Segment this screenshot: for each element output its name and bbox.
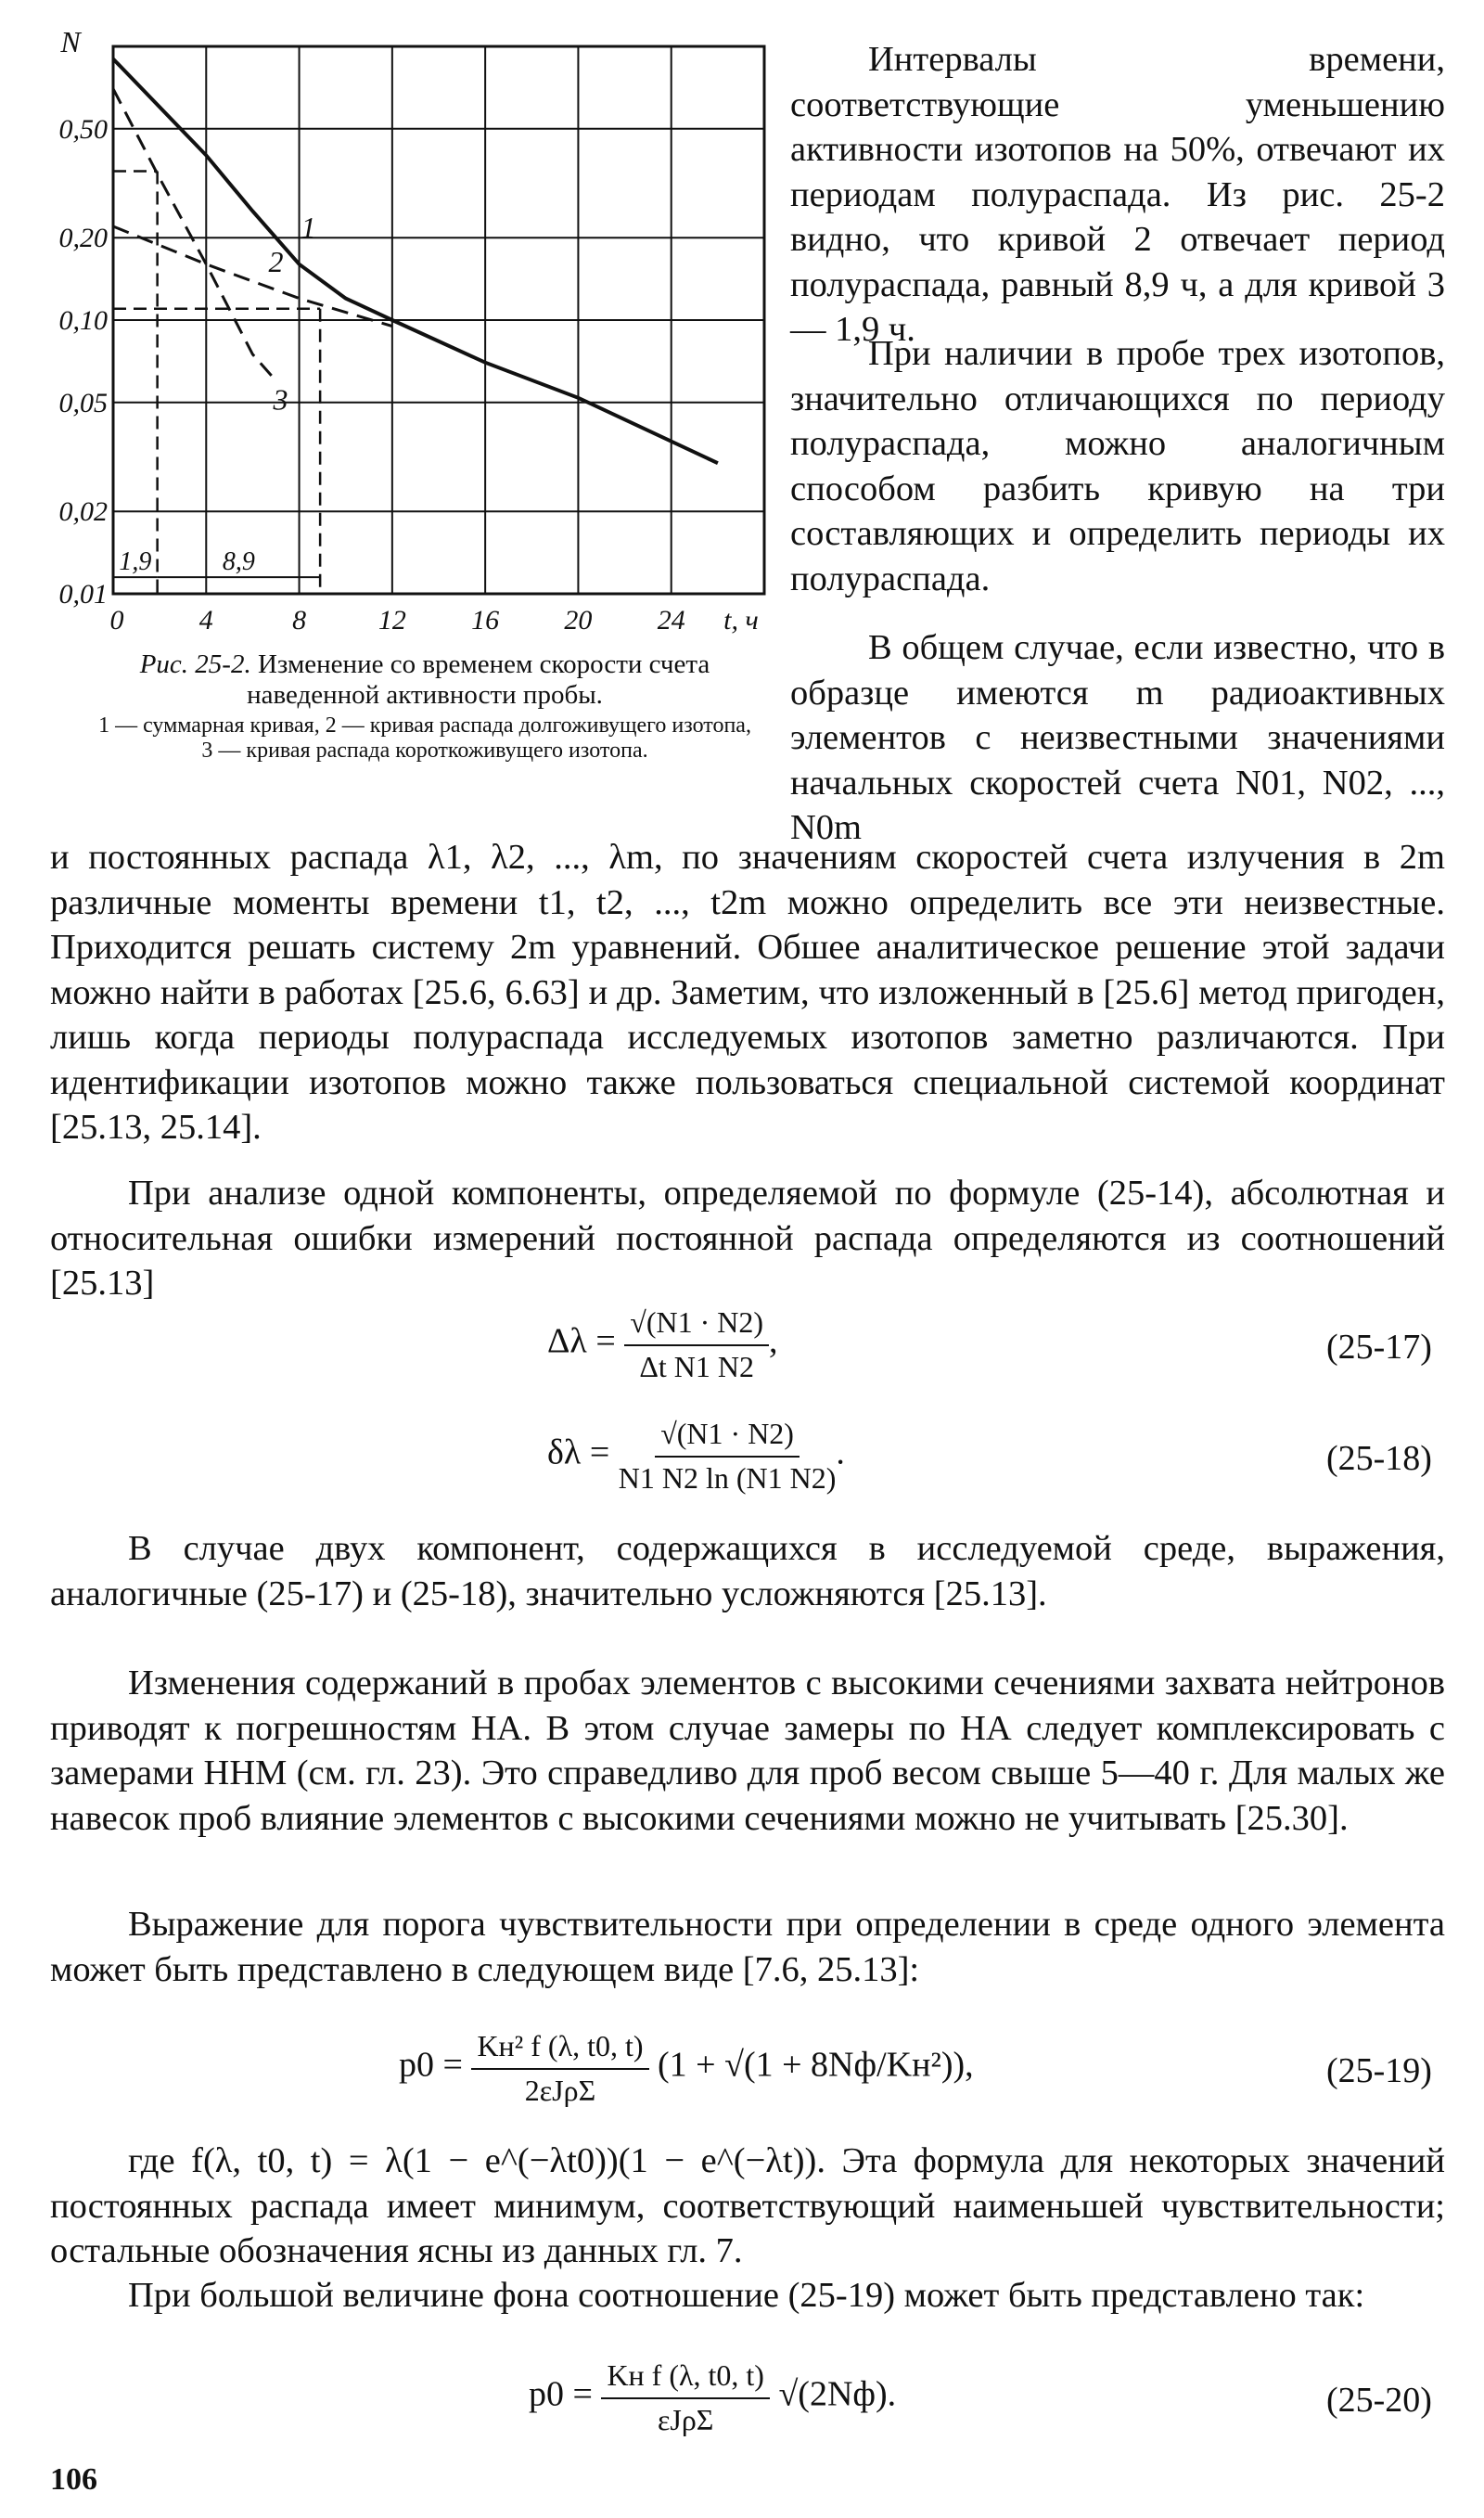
x-axis-label: t, ч	[723, 605, 759, 636]
equation-25-18	[547, 1415, 845, 1497]
eq17-number: (25-17)	[1326, 1328, 1432, 1367]
y-tick-label: 0,50	[58, 113, 108, 145]
eq20-den: εJρΣ	[657, 2403, 714, 2436]
annotation-8-9: 8,9	[222, 547, 255, 577]
figure-caption	[91, 649, 759, 764]
chart-ticks	[59, 25, 759, 636]
paragraph-8: где f(λ, t0, t) = λ(1 − e^(−λt0))(1 − e^(−λt)). Эта формула для некоторых значений постоянных распада имеет минимум, соответствующий наименьшей чувствительности; остальные обозначения ясны из данных гл. 7.	[50, 2141, 1445, 2270]
eq17-lhs: Δλ =	[547, 1321, 616, 1361]
eq18-den: N1 N2 ln (N1 N2)	[618, 1461, 837, 1495]
eq19-den: 2εJρΣ	[524, 2074, 596, 2107]
eq19-number: (25-19)	[1326, 2051, 1432, 2090]
x-tick-label: 20	[564, 605, 593, 636]
x-tick-label: 12	[377, 605, 406, 636]
paragraph-7: Выражение для порога чувствительности при определении в среде одного элемента может быть представлено в следующем виде [7.6, 25.13]:	[50, 1905, 1445, 1989]
curve-label-2: 2	[268, 245, 284, 279]
x-tick-label: 16	[471, 605, 500, 636]
series-3-line	[113, 89, 276, 381]
eq20-tail: √(2Nф).	[778, 2374, 897, 2414]
eq17-tail: ,	[769, 1321, 778, 1361]
caption-legend: 1 — суммарная кривая, 2 — кривая распада долгоживущего изотопа, 3 — кривая распада короткоживущего изотопа.	[98, 713, 751, 763]
decay-chart	[37, 19, 835, 659]
y-tick-label: 0,10	[58, 305, 108, 336]
equation-25-20	[529, 2357, 896, 2438]
paragraph-3a: В общем случае, если известно, что в образце имеются m радиоактивных элементов с неизвестными значениями начальных скоростей счета N01, N02, ..., N0m	[790, 628, 1445, 847]
paragraph-6: Изменения содержаний в пробах элементов с высокими сечениями захвата нейтронов приводят к погрешностям НА. В этом случае замеры по НА следует комплексировать с замерами ННМ (см. гл. 23). Это справедливо для проб весом свыше 5—40 г. Для малых же навесок проб влияние элементов с высокими сечениями можно не учитывать [25.30].	[50, 1664, 1445, 1838]
paragraph-3b: и постоянных распада λ1, λ2, ..., λm, по значениям скоростей счета излучения в 2m различные моменты времени t1, t2, ..., t2m можно определить все эти неизвестные. Приходится решать систему 2m уравнений. Обшее аналитическое решение этой задачи можно найти в работах [25.6, 6.63] и др. Заметим, что изложенный в [25.6] метод пригоден, лишь когда периоды полураспада исследуемых изотопов заметно различаются. При идентификации изотопов можно также пользоваться специальной системой координат [25.13, 25.14].	[50, 838, 1445, 1147]
x-tick-label: 0	[109, 605, 124, 636]
paragraph-9: При большой величине фона соотношение (25-19) может быть представлено так:	[128, 2276, 1365, 2315]
paragraph-2: При наличии в пробе трех изотопов, значительно отличающихся по периоду полураспада, можно аналогичным способом разбить кривую на три составляющих и определить периоды их полураспада.	[790, 334, 1445, 598]
eq18-number: (25-18)	[1326, 1439, 1432, 1478]
curve-label-1: 1	[301, 211, 316, 245]
annotation-1-9: 1,9	[119, 547, 152, 577]
eq17-num: √(N1 · N2)	[624, 1304, 769, 1346]
eq18-tail: .	[836, 1432, 845, 1472]
page-number: 106	[50, 2462, 97, 2497]
y-tick-label: 0,05	[58, 387, 108, 418]
eq20-num: Kн f (λ, t0, t)	[601, 2357, 770, 2399]
caption-title: Рис. 25-2.	[139, 649, 251, 679]
chart-annotations	[113, 171, 320, 594]
y-tick-label: 0,02	[58, 496, 108, 528]
chart-grid	[113, 46, 764, 594]
x-tick-label: 8	[292, 605, 307, 636]
paragraph-4: При анализе одной компоненты, определяемой по формуле (25-14), абсолютная и относительная ошибки измерений постоянной распада определяются из соотношений [25.13]	[50, 1174, 1445, 1303]
x-tick-label: 24	[657, 605, 685, 636]
equation-25-19	[399, 2027, 974, 2109]
paragraph-1: Интервалы времени, соответствующие уменьшению активности изотопов на 50%, отвечают их периодам полураспада. Из рис. 25-2 видно, что кривой 2 отвечает период полураспада, равный 8,9 ч, а для кривой 3 — 1,9 ч.	[790, 40, 1445, 349]
y-tick-label: 0,20	[58, 223, 108, 254]
eq18-lhs: δλ =	[547, 1432, 610, 1472]
eq20-lhs: p0 =	[529, 2374, 593, 2414]
y-tick-label: 0,01	[58, 579, 108, 610]
eq18-num: √(N1 · N2)	[655, 1415, 800, 1458]
caption-text: Изменение со временем скорости счета наведенной активности пробы.	[247, 649, 710, 710]
x-tick-label: 4	[198, 605, 213, 636]
eq19-num: Kн² f (λ, t0, t)	[471, 2027, 648, 2070]
paragraph-5: В случае двух компонент, содержащихся в исследуемой среде, выражения, аналогичные (25-17) и (25-18), значительно усложняются [25.13].	[50, 1529, 1445, 1613]
equation-25-17	[547, 1304, 778, 1385]
eq17-den: Δt N1 N2	[639, 1350, 755, 1383]
curve-label-3: 3	[273, 382, 288, 417]
y-axis-label: N	[60, 25, 81, 58]
eq19-tail: (1 + √(1 + 8Nф/Kн²)),	[658, 2045, 974, 2085]
eq20-number: (25-20)	[1326, 2381, 1432, 2420]
eq19-lhs: p0 =	[399, 2045, 463, 2085]
series-2-line	[113, 226, 392, 327]
